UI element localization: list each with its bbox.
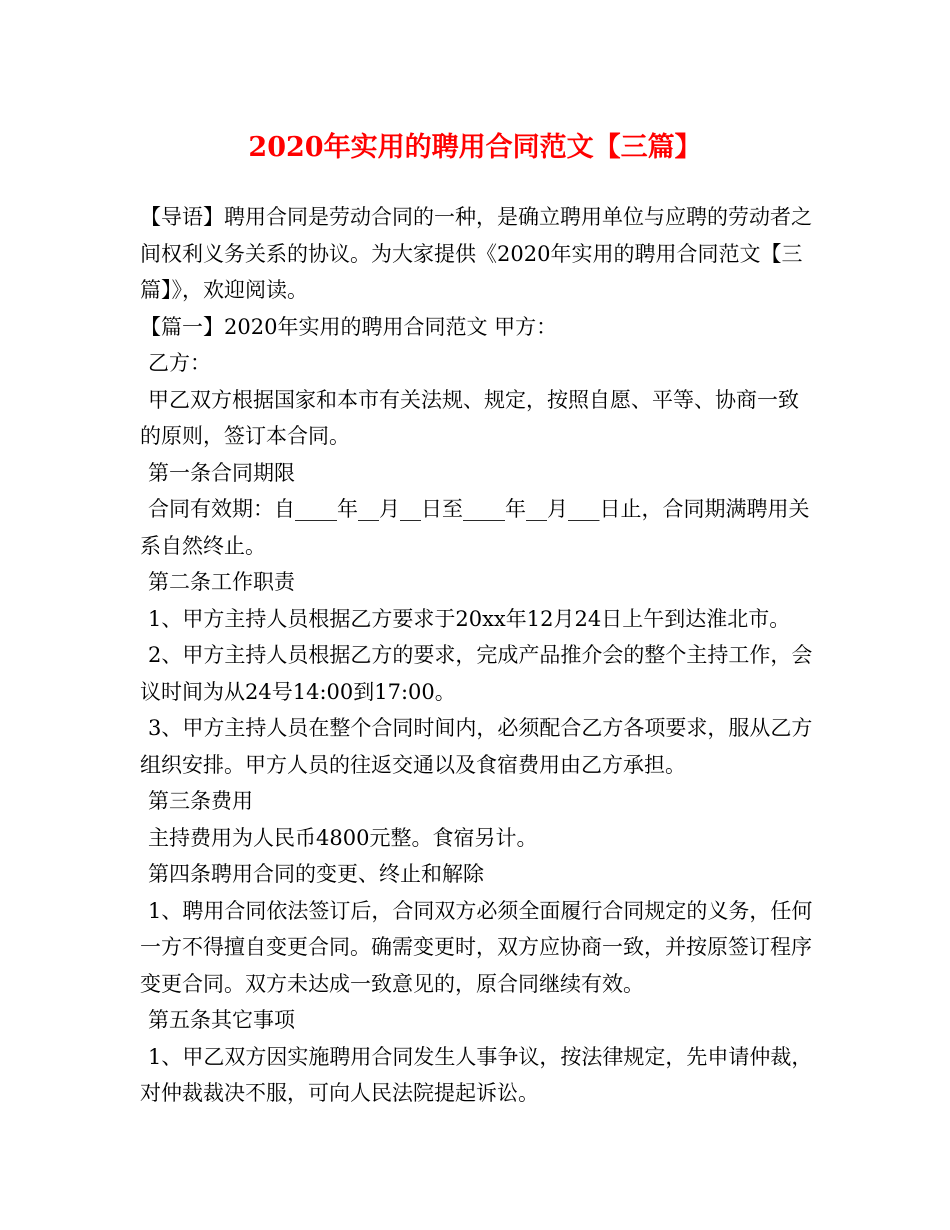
paragraph: 第五条其它事项 (148, 1008, 295, 1032)
paragraph: 1、甲方主持人员根据乙方要求于20xx年12月24日上午到达淮北市。 (148, 606, 791, 631)
paragraph: 合同有效期：自____年__月__日至____年__月___日止，合同期满聘用关系自然终止。 (140, 497, 810, 558)
paragraph: 1、甲乙双方因实施聘用合同发生人事争议，按法律规定，先申请仲裁，对仲裁裁决不服，可向人民法院提起诉讼。 (140, 1044, 813, 1105)
paragraph: 主持费用为人民币4800元整。食宿另计。 (148, 825, 538, 850)
document-title: 2020年实用的聘用合同范文【三篇】 (248, 132, 702, 163)
paragraph: 甲乙双方根据国家和本市有关法规、规定，按照自愿、平等、协商一致的原则，签订本合同。 (140, 387, 799, 448)
paragraph: 【篇一】2020年实用的聘用合同范文 甲方： (140, 314, 558, 339)
paragraph: 第三条费用 (148, 789, 253, 813)
document-body (140, 199, 816, 1112)
paragraph: 2、甲方主持人员根据乙方的要求，完成产品推介会的整个主持工作，会议时间为从24号14:00到17:00。 (140, 643, 813, 704)
paragraph: 第二条工作职责 (148, 570, 295, 594)
paragraph: 3、甲方主持人员在整个合同时间内，必须配合乙方各项要求，服从乙方组织安排。甲方人员的往返交通以及食宿费用由乙方承担。 (140, 716, 813, 777)
paragraph: 【导语】聘用合同是劳动合同的一种，是确立聘用单位与应聘的劳动者之间权利义务关系的协议。为大家提供《2020年实用的聘用合同范文【三篇】》，欢迎阅读。 (140, 205, 812, 302)
paragraph: 第四条聘用合同的变更、终止和解除 (148, 862, 484, 886)
paragraph: 第一条合同期限 (148, 460, 295, 485)
paragraph: 1、聘用合同依法签订后，合同双方必须全面履行合同规定的义务，任何一方不得擅自变更合同。确需变更时，双方应协商一致，并按原签订程序变更合同。双方未达成一致意见的，原合同继续有效。 (140, 898, 813, 996)
paragraph: 乙方： (148, 351, 211, 375)
